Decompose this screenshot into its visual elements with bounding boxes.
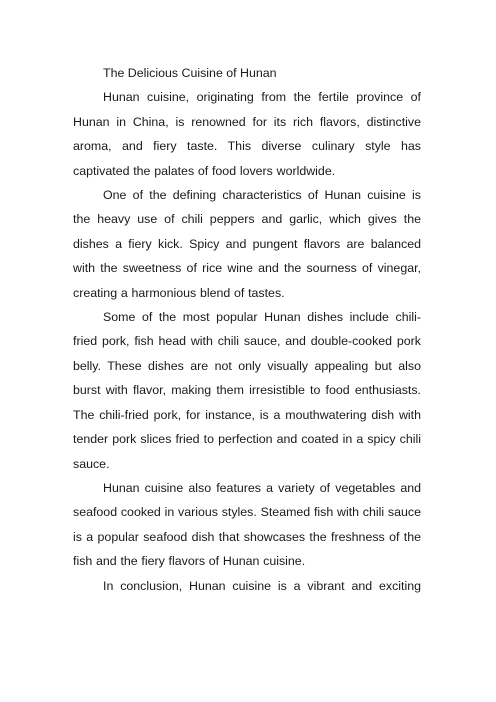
paragraph-popular-dishes: Some of the most popular Hunan dishes include chili-fried pork, fish head with chili sauce, and double-cooked pork belly. These dishes are not only visually appealing but also burst with flavor, making them irresistible to food enthusiasts. The chili-fried pork, for instance, is a mouthwatering dish with tender pork slices fried to perfection and coated in a spicy chili sauce. bbox=[73, 310, 421, 471]
paragraph-characteristics: One of the defining characteristics of Hunan cuisine is the heavy use of chili peppers and garlic, which gives the dishes a fiery kick. Spicy and pungent flavors are balanced with the sweetness of rice wine and the sourness of vinegar, creating a harmonious blend of tastes. bbox=[73, 188, 421, 300]
paragraph-introduction: Hunan cuisine, originating from the fertile province of Hunan in China, is renowned for its rich flavors, distinctive aroma, and fiery taste. This diverse culinary style has captivated the palates of food lovers worldwide. bbox=[73, 90, 421, 178]
document-body bbox=[73, 61, 421, 598]
document-title: The Delicious Cuisine of Hunan bbox=[103, 66, 277, 80]
paragraph-conclusion: In conclusion, Hunan cuisine is a vibrant and exciting bbox=[103, 578, 421, 593]
paragraph-vegetables-seafood: Hunan cuisine also features a variety of vegetables and seafood cooked in various styles. Steamed fish with chili sauce is a popular seafood dish that showcases the freshness of the fish and the fiery flavors of Hunan cuisine. bbox=[73, 480, 421, 569]
